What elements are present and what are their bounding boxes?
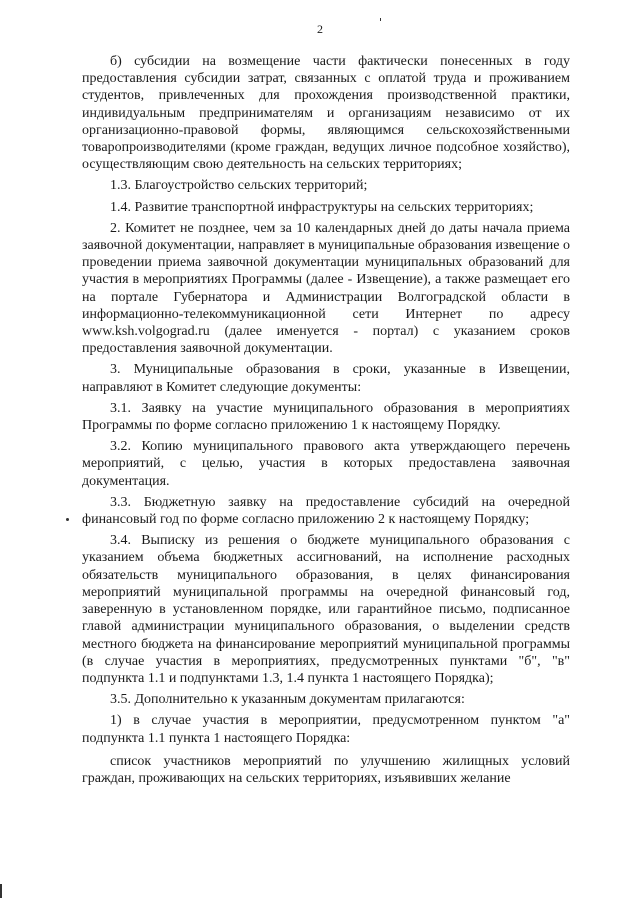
scan-mark <box>66 518 69 521</box>
document-body <box>82 53 570 787</box>
paragraph-1-4: 1.4. Развитие транспортной инфраструктуры на сельских территориях; <box>110 199 534 215</box>
paragraph-3-5: 3.5. Дополнительно к указанным документам прилагаются: <box>110 692 465 708</box>
paragraph-subsidy-b: б) субсидии на возмещение части фактически понесенных в году предоставления субсидии затрат, связанных с оплатой труда и проживанием студентов, привлеченных для прохождения производственной практики, индивидуальным предпринимателям и организациям независимо от их организационно-правовой формы, являющимся сельскохозяйственными товаропроизводителями (кроме граждан, ведущих личное подсобное хозяйство), осуществляющим свою деятельность на сельских территориях; <box>82 54 570 173</box>
paragraph-2: 2. Комитет не позднее, чем за 10 календарных дней до даты начала приема заявочной документации, направляет в муниципальные образования извещение о проведении приема заявочной документации муниципальных образований для участия в мероприятиях Программы (далее - Извещение), а также размещает его на портале Губернатора и Администрации Волгоградской области в информационно-телекоммуникационной сети Интернет по адресу www.ksh.volgograd.ru (далее именуется - портал) с указанием сроков предоставления заявочной документации. <box>82 220 570 357</box>
paragraph-3-1: 3.1. Заявку на участие муниципального образования в мероприятиях Программы по форме согласно приложению 1 к настоящему Порядку. <box>82 400 570 434</box>
scan-mark <box>0 884 2 898</box>
page-number: 2 <box>317 22 323 36</box>
scan-mark <box>380 18 381 21</box>
paragraph-3: 3. Муниципальные образования в сроки, указанные в Извещении, направляют в Комитет следующие документы: <box>82 362 570 395</box>
paragraph-3-3: 3.3. Бюджетную заявку на предоставление субсидий на очередной финансовый год по форме согласно приложению 2 к настоящему Порядку; <box>82 494 570 528</box>
paragraph-3-2: 3.2. Копию муниципального правового акта утверждающего перечень мероприятий, с целью, участия в которых предоставлена заявочная документация. <box>82 439 570 489</box>
paragraph-participants-list: список участников мероприятий по улучшению жилищных условий граждан, проживающих на сельских территориях, изъявивших желание <box>82 753 570 786</box>
paragraph-3-4: 3.4. Выписку из решения о бюджете муниципального образования с указанием объема бюджетных ассигнований, на исполнение расходных обязательств муниципального образования, в целях финансирования мероприятий муниципальной программы на очередной финансовый год, заверенную в установленном порядке, или гарантийное письмо, подписанное главой администрации муниципального образования, о выделении средств местного бюджета на финансирование мероприятий муниципальной программы (в случае участия в мероприятиях, предусмотренных пунктами "б", "в" подпункта 1.1 и подпунктами 1.3, 1.4 пункта 1 настоящего Порядка); <box>82 533 570 686</box>
paragraph-3-5-1: 1) в случае участия в мероприятии, предусмотренном пунктом "а" подпункта 1.1 пункта 1 настоящего Порядка: <box>82 713 570 746</box>
paragraph-1-3: 1.3. Благоустройство сельских территорий; <box>110 178 368 194</box>
